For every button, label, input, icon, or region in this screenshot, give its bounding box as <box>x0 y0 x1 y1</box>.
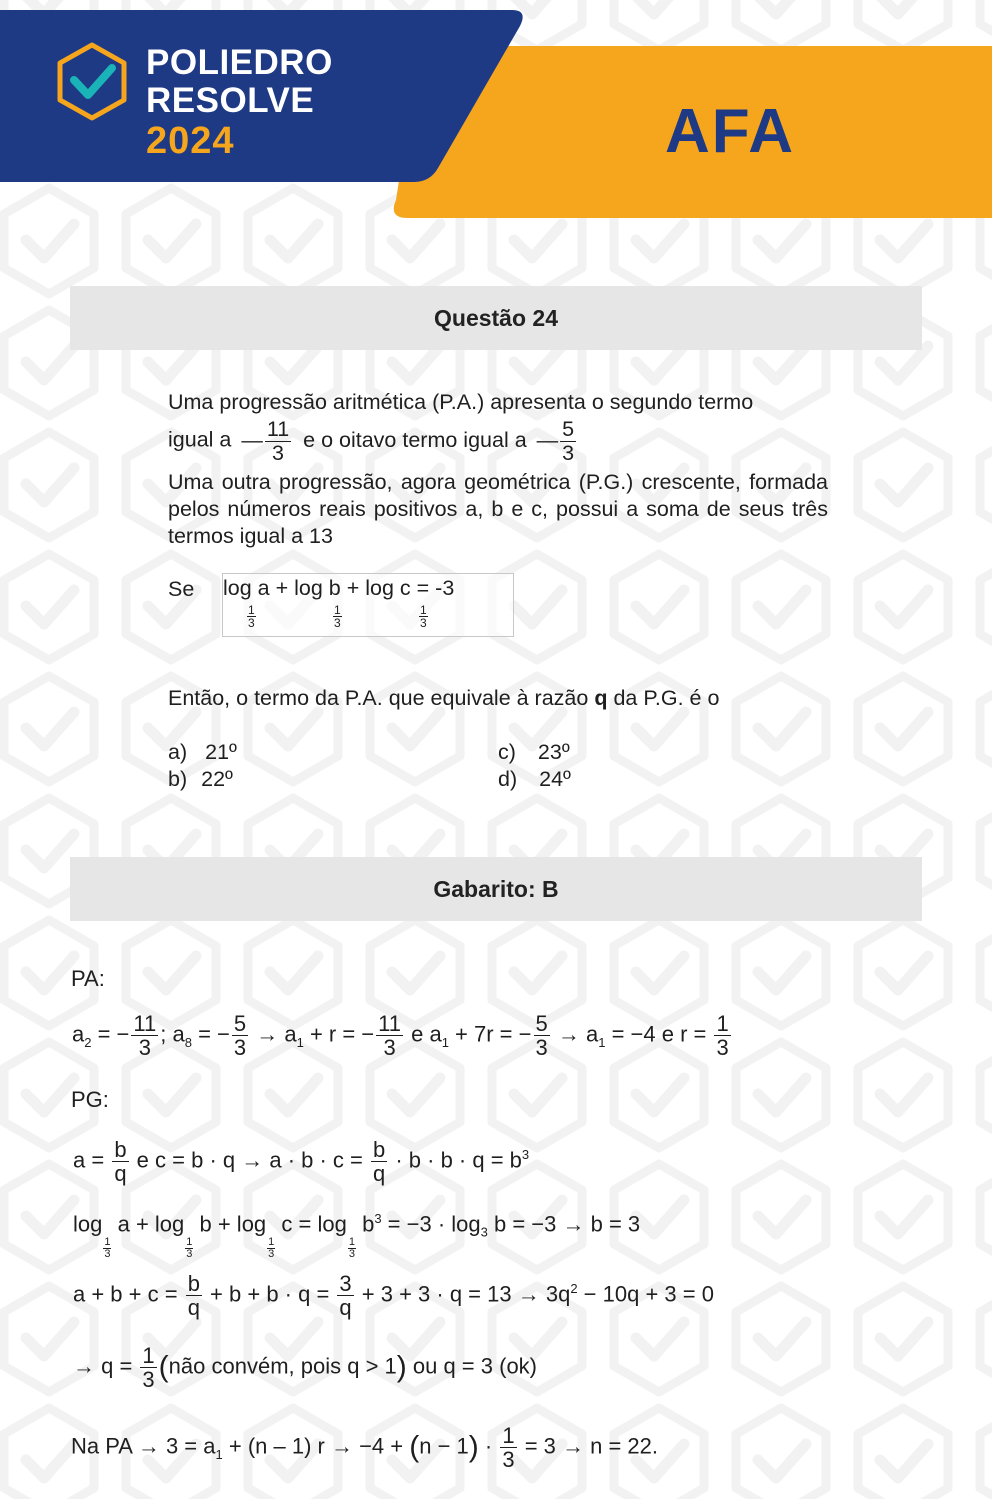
solution-line-pg-4: → q = $\frac{1}{3}$ (não convém, pois q > 1) ou q = 3 (ok) <box>73 1343 538 1393</box>
brand-wordmark <box>146 44 333 162</box>
text-mid: e o oitavo termo igual a <box>303 427 527 452</box>
exam-name: AFA <box>665 97 795 166</box>
answer-title-bar <box>70 857 922 921</box>
log-base-1: 1 3 <box>248 603 255 630</box>
log-base-3: 1 3 <box>420 603 427 630</box>
question-title: Questão 24 <box>434 304 558 331</box>
answer-title: Gabarito: B <box>433 875 559 902</box>
question-title-bar <box>70 286 922 350</box>
pa-label: PA: <box>71 966 105 991</box>
option-b[interactable]: b) 22º <box>168 767 233 791</box>
brand-line-2: RESOLVE <box>146 81 315 120</box>
question-prompt: Então, o termo da P.A. que equivale à razão q da P.G. é o <box>168 686 720 710</box>
option-d[interactable]: d) 24º <box>498 767 571 791</box>
solution-line-pg-1: a = $\frac{b}{q}$ e c = b · q → a · b · c = $\frac{b}{q}$ · $b \cdot b \cdot q = b^3$ <box>73 1137 530 1187</box>
log-expression: log a + log b + log c = -3 <box>223 576 455 600</box>
question-paragraph-2: Uma outra progressão, agora geométrica (P.G.) crescente, formada pelos números reais positivos a, b e c, possui a soma de seus três termos igual a 13 <box>168 470 828 548</box>
option-a[interactable]: a) 21º <box>168 740 237 764</box>
solution-line-pa: $a_2$ = − $\frac{11}{3}$ ; $a_8$ = − $\frac{5}{3}$ → $a_1 + r$ = − $\frac{11}{3}$ e $a_1 + 7r$ = − $\frac{5}{3}$ → $a_1 = -4$ e r = $\frac{1}{3}$ <box>72 1011 729 1061</box>
solution-line-pg-2: log $\frac{1}{3}$ a + log $\frac{1}{3}$ b + log $\frac{1}{3}$ c = log $\frac{1}{3}$ $b^3 = -3 \cdot \log_3 b = -3 \to b = 3$ <box>73 1211 641 1261</box>
solution-line-final: Na PA → $3 = a_1 + (n - 1) r \to -4 + (n - 1)$ · $\frac{1}{3}$ = 3 → n = 22. <box>71 1423 659 1473</box>
question-paragraph-1b: igual a — $\frac{11}{3}$ e o oitavo termo igual a — $\frac{5}{3}$ <box>168 417 575 465</box>
option-c[interactable]: c) 23º <box>498 740 570 764</box>
solution-line-pg-3: a + b + c = $\frac{b}{q}$ + b + b · q = $\frac{3}{q}$ + $3 + 3 \cdot q = 13 \to 3q^2 - 10q + 3 = 0$ <box>73 1271 714 1321</box>
text-prefix: igual a <box>168 427 232 452</box>
fraction-11-3: $\frac{11}{3}$ <box>266 417 290 465</box>
se-label: Se <box>168 577 195 601</box>
log-base-2: 1 3 <box>334 603 341 630</box>
question-paragraph-1: Uma progressão aritmética (P.A.) apresenta o segundo termo <box>168 390 754 414</box>
brand-line-1: POLIEDRO <box>146 43 333 82</box>
brand-year: 2024 <box>146 120 235 162</box>
log-equation-box <box>222 573 514 637</box>
fraction-5-3: $\frac{5}{3}$ <box>562 417 575 465</box>
pg-label: PG: <box>71 1087 109 1112</box>
